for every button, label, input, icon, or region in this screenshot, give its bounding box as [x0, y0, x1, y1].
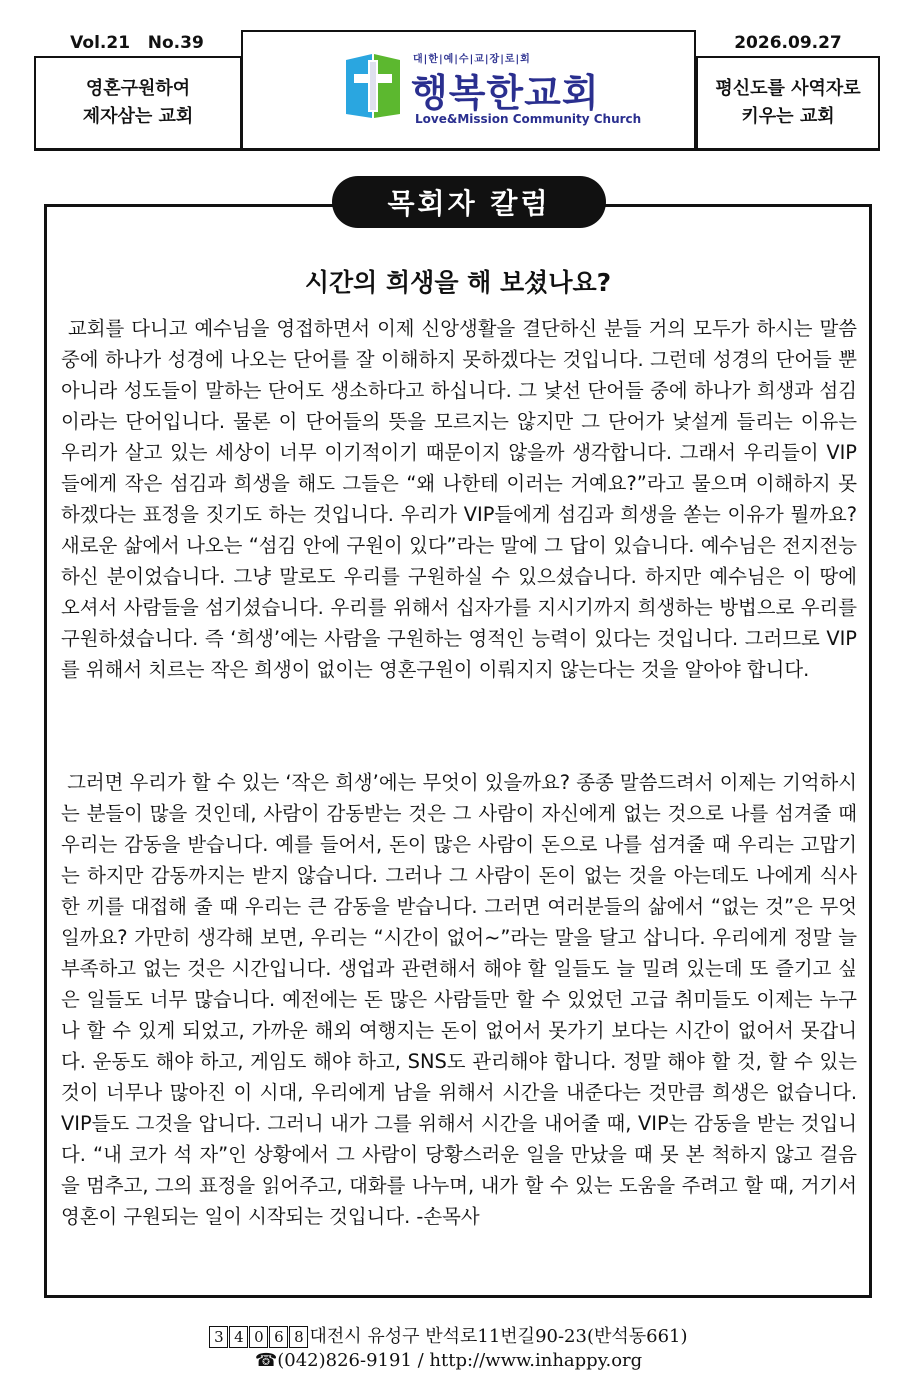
- zip-digit: 8: [289, 1326, 308, 1348]
- column-label: 목회자 칼럼: [332, 176, 606, 228]
- cross-book-icon: [338, 52, 408, 122]
- left-motto: [34, 58, 242, 148]
- column-paragraph-1: 교회를 다니고 예수님을 영접하면서 이제 신앙생활을 결단하신 분들 거의 모두가 하시는 말씀 중에 하나가 성경에 나오는 단어를 잘 이해하지 못하겠다는 것입니다. 그런데 성경의 단어들 뿐 아니라 성도들이 말하는 단어도 생소하다고 하십니다. 그 낯선 단어들 중에 하나가 희생과 섬김이라는 단어입니다. 물론 이 단어들의 뜻을 모르지는 않지만 그 단어가 낯설게 들리는 이유는 우리가 살고 있는 세상이 너무 이기적이기 때문이지 않을까 생각합니다. 그래서 우리들이 VIP들에게 작은 섬김과 희생을 해도 그들은 “왜 나한테 이러는 거예요?”라고 물으며 이해하지 못하겠다는 표정을 짓기도 하는 것입니다. 우리가 VIP들에게 섬김과 희생을 쏟는 이유가 뭘까요? 새로운 삶에서 나오는 “섬김 안에 구원이 있다”라는 말에 그 답이 있습니다. 예수님은 전지전능하신 분이었습니다. 그냥 말로도 우리를 구원하실 수 있으셨습니다. 하지만 예수님은 이 땅에 오셔서 사람들을 섬기셨습니다. 우리를 위해서 십자가를 지시기까지 희생하는 방법으로 우리를 구원하셨습니다. 즉 ‘희생’에는 사람을 구원하는 영적인 능력이 있다는 것입니다. 그러므로 VIP를 위해서 치르는 작은 희생이 없이는 영혼구원이 이뤄지지 않는다는 것을 알아야 합니다.: [61, 317, 864, 681]
- zip-digit: 6: [269, 1326, 288, 1348]
- left-motto-line1: 영혼구원하여: [85, 78, 191, 99]
- zip-digit: 4: [229, 1326, 248, 1348]
- column-title: 시간의 희생을 해 보셨나요?: [304, 268, 612, 297]
- church-english-name: Love&Mission Community Church: [415, 112, 642, 126]
- right-motto-line1: 평신도를 사역자로: [715, 78, 861, 99]
- church-name: 행복한교회: [411, 71, 600, 115]
- church-logo: [241, 30, 696, 148]
- denomination-text: 대|한|예|수|교|장|로|회: [413, 54, 531, 65]
- right-motto: [696, 58, 880, 148]
- pastor-column: [44, 204, 872, 1298]
- header-row: [34, 56, 880, 151]
- zip-digit: 3: [209, 1326, 228, 1348]
- volume-number: Vol.21 No.39: [70, 33, 204, 53]
- zip-digit: 0: [249, 1326, 268, 1348]
- footer-address: [0, 1322, 897, 1348]
- footer-contact: [0, 1350, 897, 1371]
- left-motto-line2: 제자삼는 교회: [82, 106, 194, 127]
- right-motto-line2: 키우는 교회: [741, 106, 835, 127]
- phone-icon: ☎: [254, 1350, 278, 1371]
- address-text: 대전시 유성구 반석로11번길90-23(반석동661): [309, 1326, 688, 1347]
- column-paragraph-2: 그러면 우리가 할 수 있는 ‘작은 희생’에는 무엇이 있을까요? 종종 말씀드려서 이제는 기억하시는 분들이 많을 것인데, 사람이 감동받는 것은 그 사람이 자신에게 없는 것으로 나를 섬겨줄 때 우리는 감동을 받습니다. 예를 들어서, 돈이 많은 사람이 돈으로 나를 섬겨줄 때 우리는 고맙기는 하지만 감동까지는 받지 않습니다. 그러나 그 사람이 돈이 없는 것을 아는데도 나에게 식사 한 끼를 대접해 줄 때 우리는 큰 감동을 받습니다. 그러면 여러분들의 삶에서 “없는 것”은 무엇일까요? 가만히 생각해 보면, 우리는 “시간이 없어~”라는 말을 달고 삽니다. 우리에게 정말 늘 부족하고 없는 것은 시간입니다. 생업과 관련해서 해야 할 일들도 늘 밀려 있는데 또 즐기고 싶은 일들도 너무 많습니다. 예전에는 돈 많은 사람들만 할 수 있었던 고급 취미들도 이제는 누구나 할 수 있게 되었고, 가까운 해외 여행지는 돈이 없어서 못가기 보다는 시간이 없어서 못갑니다. 운동도 해야 하고, 게임도 해야 하고, SNS도 관리해야 합니다. 정말 해야 할 것, 할 수 있는 것이 너무나 많아진 이 시대, 우리에게 남을 위해서 시간을 내준다는 것만큼 희생은 없습니다. VIP들도 그것을 압니다. 그러니 내가 그를 위해서 시간을 내어줄 때, VIP는 감동을 받는 것입니다. “내 코가 석 자”인 상황에서 그 사람이 당황스러운 일을 만났을 때 못 본 척하지 않고 걸음을 멈추고, 그의 표정을 읽어주고, 대화를 나누며, 내가 할 수 있는 도움을 주려고 할 때, 거기서 영혼이 구원되는 일이 시작되는 것입니다. -손목사: [61, 771, 864, 1228]
- issue-date: 2026.09.27: [734, 33, 842, 53]
- contact-text: (042)826-9191 / http://www.inhappy.org: [277, 1350, 643, 1371]
